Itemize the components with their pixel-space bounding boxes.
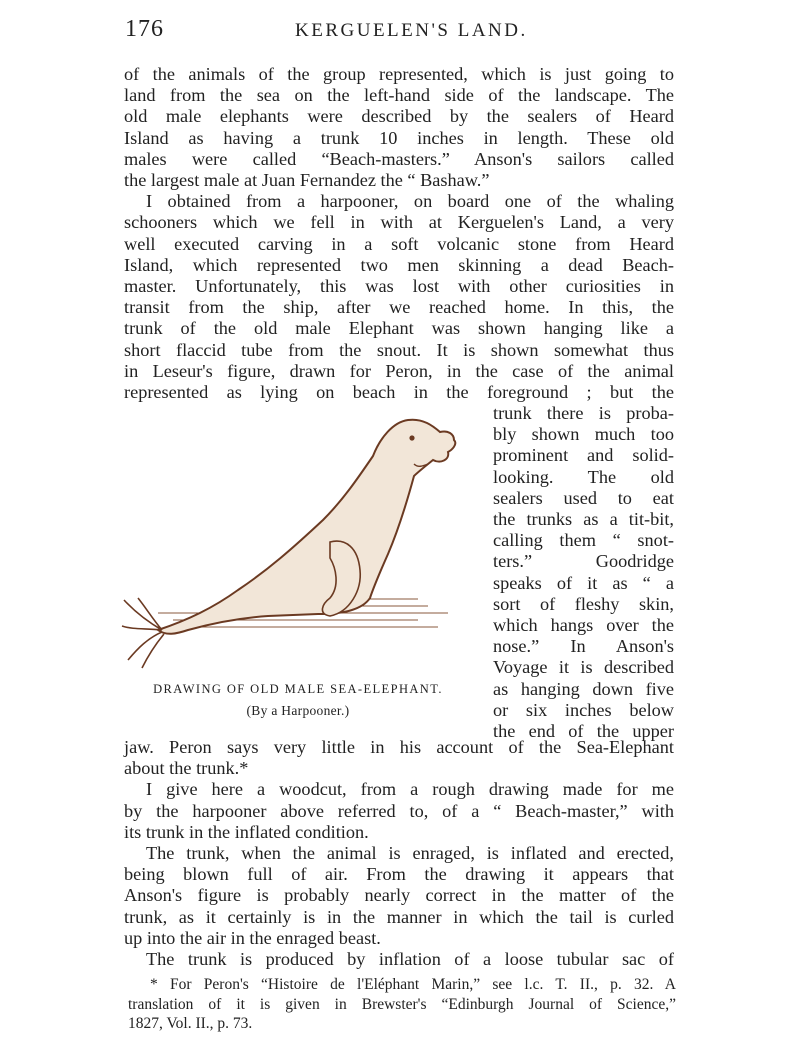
text-line: transit from the ship, after we reached home. In this, the [124, 297, 674, 318]
text-line: males were called “Beach-masters.” Anson's sailors called [124, 148, 674, 169]
text-line: Voyage it is described [493, 657, 674, 678]
seal-tail [122, 598, 164, 668]
text-line: trunk there is proba- [493, 403, 674, 423]
text-line: trunk of the old male Elephant was shown hanging like a [124, 318, 674, 339]
text-line: old male elephants were described by the sealers of Heard [124, 106, 674, 127]
text-line: jaw. Peron says very little in his account of the Sea-Elephant [124, 737, 674, 757]
seal-body [158, 420, 455, 634]
text-line: trunk, as it certainly is in the manner in which the tail is curled [124, 906, 674, 927]
bottom-text-block [124, 737, 674, 970]
figure-caption-credit: (By a Harpooner.) [246, 703, 350, 718]
text-line: as hanging down five [493, 678, 674, 699]
footnote-line: 1827, Vol. II., p. 73. [128, 1015, 253, 1032]
page-number: 176 [125, 16, 164, 42]
text-line: schooners which we fell in with at Kerguelen's Land, a very [124, 212, 674, 233]
text-line: sort of fleshy skin, [493, 593, 674, 614]
text-line: nose.” In Anson's [493, 636, 674, 657]
text-line: I obtained from a harpooner, on board one of the whaling [146, 191, 674, 212]
text-line: well executed carving in a soft volcanic stone from Heard [124, 233, 674, 254]
text-line: its trunk in the inflated condition. [124, 821, 369, 842]
footnote-line: translation of it is given in Brewster's “Edinburgh Journal of Science,” [128, 995, 676, 1013]
text-line: the largest male at Juan Fernandez the “ Bashaw.” [124, 170, 490, 191]
text-line: or six inches below [493, 699, 674, 720]
text-line: in Leseur's figure, drawn for Peron, in the case of the animal [124, 360, 674, 381]
text-line: ters.” Goodridge [493, 551, 674, 572]
text-line: about the trunk.* [124, 758, 249, 779]
text-line: the trunks as a tit-bit, [493, 509, 674, 530]
text-line: speaks of it as “ a [493, 572, 674, 593]
running-title: KERGUELEN'S LAND. [295, 20, 528, 41]
text-line: represented as lying on beach in the foreground ; but the [124, 382, 674, 403]
top-text-block [124, 64, 674, 403]
figure-caption-title: DRAWING OF OLD MALE SEA-ELEPHANT. [153, 682, 443, 696]
sea-elephant-illustration [118, 408, 478, 678]
text-line: bly shown much too [493, 424, 674, 445]
text-line: master. Unfortunately, this was lost with other curiosities in [124, 276, 674, 297]
running-head [125, 16, 675, 50]
text-line: short flaccid tube from the snout. It is shown somewhat thus [124, 339, 674, 360]
text-line: calling them “ snot- [493, 530, 674, 551]
text-line: which hangs over the [493, 615, 674, 636]
text-line: The trunk is produced by inflation of a loose tubular sac of [146, 949, 674, 970]
text-line: the end of the upper [493, 721, 674, 742]
footnote-line: * For Peron's “Histoire de l'Eléphant Marin,” see l.c. T. II., p. 32. A [150, 976, 676, 993]
text-line: Anson's figure is probably nearly correct in the matter of the [124, 885, 674, 906]
text-line: Island, which represented two men skinning a dead Beach- [124, 254, 674, 275]
text-line: looking. The old [493, 466, 674, 487]
text-line: by the harpooner above referred to, of a “ Beach-master,” with [124, 800, 674, 821]
text-line: prominent and solid- [493, 445, 674, 466]
text-line: up into the air in the enraged beast. [124, 927, 381, 948]
text-line: sealers used to eat [493, 487, 674, 508]
text-line: The trunk, when the animal is enraged, is inflated and erected, [146, 843, 674, 864]
footnote [128, 975, 676, 1034]
text-line: land from the sea on the left-hand side of the landscape. The [124, 85, 674, 106]
text-line: of the animals of the group represented, which is just going to [124, 64, 674, 84]
text-line: Island as having a trunk 10 inches in length. These old [124, 127, 674, 148]
wrap-text-column [493, 403, 674, 742]
sea-elephant-figure [118, 408, 478, 730]
text-line: being blown full of air. From the drawing it appears that [124, 864, 674, 885]
text-line: I give here a woodcut, from a rough drawing made for me [146, 779, 674, 800]
